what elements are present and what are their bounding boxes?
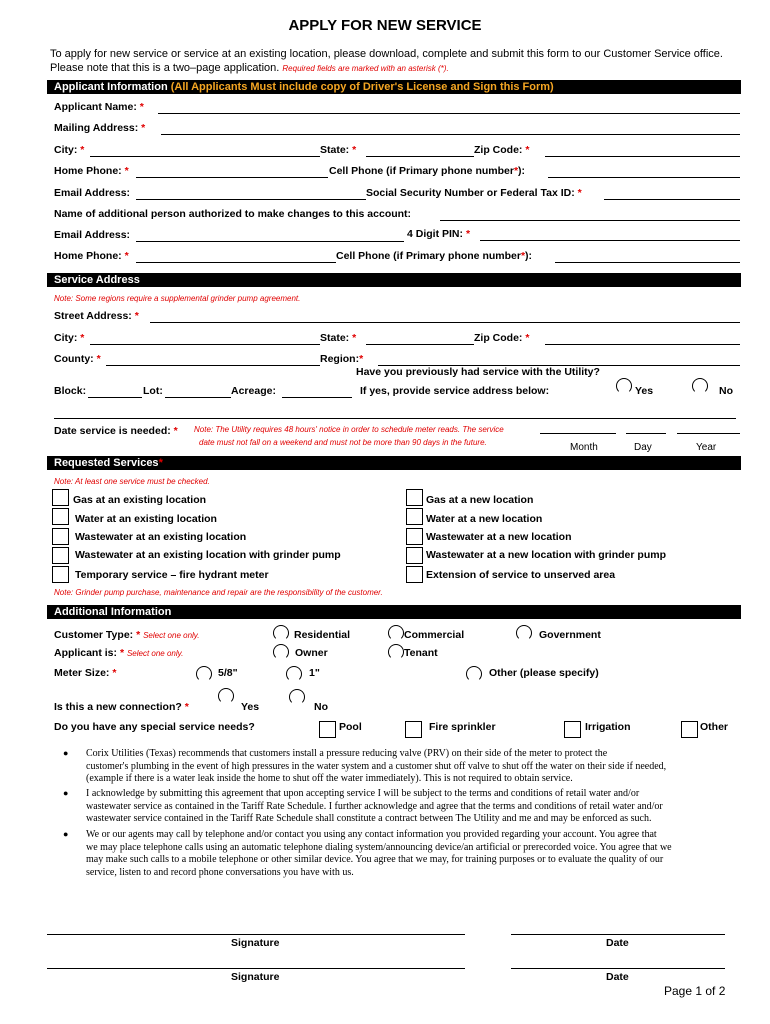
cell-phone2-field[interactable]: [555, 262, 740, 263]
cell-phone2-label: Cell Phone (if Primary phone number*):: [336, 250, 533, 262]
grinder-note: Note: Grinder pump purchase, maintenance and repair are the responsibility of the customer.: [54, 588, 383, 597]
email2-label: Email Address:: [54, 229, 131, 241]
state-label: State: *: [320, 144, 357, 156]
commercial-label: Commercial: [404, 629, 465, 641]
residential-label: Residential: [294, 629, 351, 641]
terms-paragraph-3: We or our agents may call by telephone and/or contact you using any contact information you provided regarding your account. You agree that we may place telephone calls using an automatic telephone dialing system/announcing device/an artificial or prerecorded voice. You agree that we may make such calls to a mobile telephone or other similar device. You agree that we may, for training purposes or to evaluate the quality of our service, listen to and record phone conversations you have with us.: [86, 829, 672, 878]
signature-line-1[interactable]: [47, 934, 465, 935]
year-label: Year: [696, 442, 717, 453]
additional-person-field[interactable]: [440, 220, 740, 221]
date-line-1[interactable]: [511, 934, 725, 935]
email-field[interactable]: [136, 199, 366, 200]
zip-field[interactable]: [545, 156, 740, 157]
other-label: Other: [700, 721, 729, 733]
new-connection-label: Is this a new connection? *: [54, 701, 189, 713]
email-label: Email Address:: [54, 187, 131, 199]
if-yes-label: If yes, provide service address below:: [360, 385, 550, 397]
section-header-additional-info: Additional Information: [47, 605, 741, 619]
section-header-applicant: [47, 80, 741, 94]
government-label: Government: [539, 629, 601, 641]
block-field[interactable]: [88, 397, 142, 398]
checkbox-water-existing[interactable]: [52, 508, 69, 525]
prev-service-label: Have you previously had service with the Utility?: [356, 366, 600, 378]
region-label: Region:*: [320, 353, 364, 365]
svc-zip-label: Zip Code: *: [474, 332, 530, 344]
date-line-2[interactable]: [511, 968, 725, 969]
customer-type-label: Customer Type: * Select one only.: [54, 629, 200, 641]
checkbox-temporary[interactable]: [52, 566, 69, 583]
checkbox-extension[interactable]: [406, 566, 423, 583]
service-right-4: Extension of service to unserved area: [426, 569, 616, 581]
ssn-label: Social Security Number or Federal Tax ID: *: [366, 187, 582, 199]
checkbox-wastewater-new[interactable]: [406, 528, 423, 545]
applicant-header-label: Applicant Information: [54, 81, 168, 93]
state-field[interactable]: [366, 156, 474, 157]
date-note-1: Note: The Utility requires 48 hours' notice in order to schedule meter reads. The service: [194, 425, 504, 434]
prev-service-yes-radio[interactable]: [616, 378, 632, 394]
section-header-requested-services: Requested Services*: [47, 456, 741, 470]
zip-label: Zip Code: *: [474, 144, 530, 156]
government-radio[interactable]: [516, 625, 532, 641]
signature-line-2[interactable]: [47, 968, 465, 969]
signature-label-1: Signature: [231, 937, 280, 949]
checkbox-wastewater-existing-grinder[interactable]: [52, 547, 69, 564]
day-field[interactable]: [626, 433, 666, 434]
fire-sprinkler-label: Fire sprinkler: [429, 721, 496, 733]
service-left-4: Temporary service – fire hydrant meter: [75, 569, 269, 581]
requested-header-label: Requested Services: [54, 457, 159, 469]
residential-radio[interactable]: [273, 625, 289, 641]
day-label: Day: [634, 442, 652, 453]
terms-paragraph-1: Corix Utilities (Texas) recommends that customers install a pressure reducing valve (PRV) on their side of the meter to protect the customer's plumbing in the event of high pressures in the water system and a customer shut off valve to shut off the water on their side if needed, (example if there is a water leak inside the home to shut off the water immediately). This is not required to obtain service.: [86, 748, 667, 785]
meter-other-radio[interactable]: [466, 666, 482, 682]
city-field[interactable]: [90, 156, 320, 157]
new-connection-yes-label: Yes: [241, 701, 260, 713]
email2-field[interactable]: [136, 241, 404, 242]
service-address-note: Note: Some regions require a supplemental grinder pump agreement.: [54, 294, 301, 303]
service-left-0: Gas at an existing location: [73, 494, 207, 506]
new-connection-yes-radio[interactable]: [218, 688, 234, 704]
checkbox-fire-sprinkler[interactable]: [405, 721, 422, 738]
lot-field[interactable]: [165, 397, 231, 398]
owner-radio[interactable]: [273, 644, 289, 660]
svc-state-label: State: *: [320, 332, 357, 344]
prev-address-field[interactable]: [54, 418, 736, 419]
checkbox-irrigation[interactable]: [564, 721, 581, 738]
mailing-address-field[interactable]: [161, 134, 740, 135]
block-label: Block:: [54, 385, 87, 397]
ssn-field[interactable]: [604, 199, 740, 200]
applicant-is-label: Applicant is: * Select one only.: [54, 647, 184, 659]
service-left-3: Wastewater at an existing location with grinder pump: [75, 549, 341, 561]
home-phone-label: Home Phone: *: [54, 165, 129, 177]
meter-size-label: Meter Size: *: [54, 667, 117, 679]
date-label-2: Date: [606, 971, 629, 983]
signature-label-2: Signature: [231, 971, 280, 983]
service-left-1: Water at an existing location: [75, 513, 217, 525]
acreage-label: Acreage:: [231, 385, 276, 397]
special-needs-label: Do you have any special service needs?: [54, 721, 255, 733]
meter-58-radio[interactable]: [196, 666, 212, 682]
street-address-field[interactable]: [150, 322, 740, 323]
checkbox-water-new[interactable]: [406, 508, 423, 525]
commercial-radio[interactable]: [388, 625, 404, 641]
cell-phone-field[interactable]: [548, 177, 740, 178]
checkbox-gas-new[interactable]: [406, 489, 423, 506]
new-connection-no-radio[interactable]: [289, 689, 305, 705]
year-field[interactable]: [677, 433, 740, 434]
pin-label: 4 Digit PIN: *: [407, 228, 471, 240]
date-needed-label: Date service is needed: *: [54, 425, 178, 437]
month-field[interactable]: [540, 433, 616, 434]
pin-field[interactable]: [480, 240, 740, 241]
page-title: APPLY FOR NEW SERVICE: [288, 17, 482, 34]
meter-58-label: 5/8": [218, 667, 238, 679]
service-right-2: Wastewater at a new location: [426, 531, 572, 543]
service-right-0: Gas at a new location: [426, 494, 534, 506]
bullet-icon: ●: [63, 788, 69, 798]
tenant-radio[interactable]: [388, 644, 404, 660]
meter-other-label: Other (please specify): [489, 667, 599, 679]
home-phone2-field[interactable]: [136, 262, 336, 263]
service-right-1: Water at a new location: [426, 513, 543, 525]
acreage-field[interactable]: [282, 397, 352, 398]
section-header-service-address: Service Address: [47, 273, 741, 287]
cell-phone-label: Cell Phone (if Primary phone number*):: [329, 165, 526, 177]
additional-person-label: Name of additional person authorized to make changes to this account:: [54, 208, 412, 220]
lot-label: Lot:: [143, 385, 163, 397]
irrigation-label: Irrigation: [585, 721, 631, 733]
page-number: Page 1 of 2: [664, 984, 726, 998]
checkbox-gas-existing[interactable]: [52, 489, 69, 506]
checkbox-wastewater-new-grinder[interactable]: [406, 547, 423, 564]
prev-service-yes-label: Yes: [635, 385, 654, 397]
prev-service-no-radio[interactable]: [692, 378, 708, 394]
applicant-header-note: (All Applicants Must include copy of Driver's License and Sign this Form): [170, 81, 554, 93]
checkbox-pool[interactable]: [319, 721, 336, 738]
bullet-icon: ●: [63, 748, 69, 758]
meter-1-label: 1": [309, 667, 320, 679]
checkbox-wastewater-existing[interactable]: [52, 528, 69, 545]
svc-zip-field[interactable]: [545, 344, 740, 345]
svc-state-field[interactable]: [366, 344, 474, 345]
applicant-name-label: Applicant Name: *: [54, 101, 144, 113]
terms-paragraph-2: I acknowledge by submitting this agreement that upon accepting service I will be subject to the terms and conditions of retail water and/or wastewater service as contained in the Tariff Rate Schedule. I further acknowledge and agree that the terms and conditions of retail water and/or wastewater service contained in the Tariff Rate Schedule shall constitute a contract between The Utility and me and may be enforced as such.: [86, 788, 663, 825]
county-label: County: *: [54, 353, 101, 365]
home-phone-field[interactable]: [136, 177, 328, 178]
street-address-label: Street Address: *: [54, 310, 139, 322]
requested-note: Note: At least one service must be checked.: [54, 477, 210, 486]
bullet-icon: ●: [63, 829, 69, 839]
applicant-name-field[interactable]: [158, 113, 740, 114]
required-note: Required fields are marked with an asterisk (*).: [282, 64, 449, 73]
home-phone2-label: Home Phone: *: [54, 250, 129, 262]
date-note-2: date must not fall on a weekend and must not be more than 90 days in the future.: [199, 438, 487, 447]
intro-body: To apply for new service or service at an existing location, please download, complete and submit this form to our Customer Service office. Please note that this is a two–page application.: [50, 48, 723, 74]
service-left-2: Wastewater at an existing location: [75, 531, 247, 543]
city-label: City: *: [54, 144, 85, 156]
checkbox-other[interactable]: [681, 721, 698, 738]
pool-label: Pool: [339, 721, 362, 733]
date-label-1: Date: [606, 937, 629, 949]
mailing-address-label: Mailing Address: *: [54, 122, 146, 134]
meter-1-radio[interactable]: [286, 666, 302, 682]
svc-city-label: City: *: [54, 332, 85, 344]
month-label: Month: [570, 442, 598, 453]
tenant-label: Tenant: [404, 647, 438, 659]
county-field[interactable]: [106, 365, 320, 366]
prev-service-no-label: No: [719, 385, 733, 397]
svc-city-field[interactable]: [90, 344, 320, 345]
service-right-3: Wastewater at a new location with grinder pump: [426, 549, 666, 561]
intro-text: [50, 47, 730, 76]
owner-label: Owner: [295, 647, 328, 659]
new-connection-no-label: No: [314, 701, 328, 713]
